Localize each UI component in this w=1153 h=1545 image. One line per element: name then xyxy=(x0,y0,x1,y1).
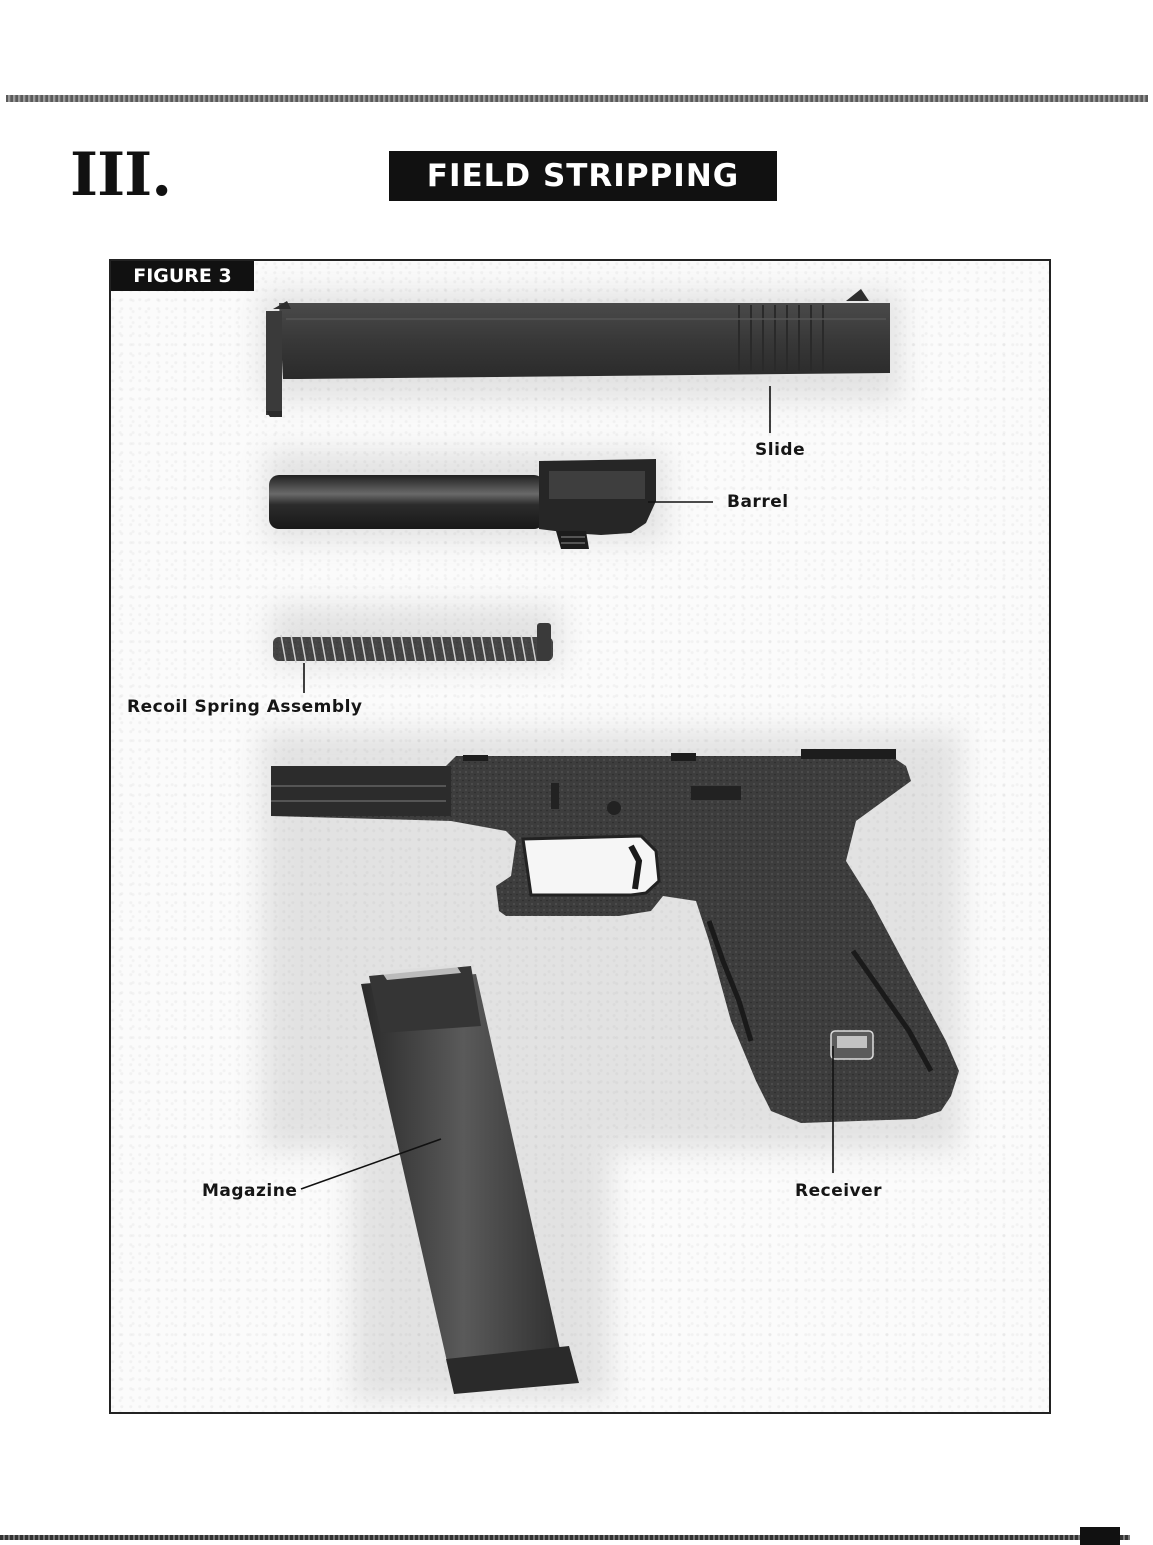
parts-photo xyxy=(111,261,1049,1412)
section-title-text: FIELD STRIPPING xyxy=(426,158,740,194)
figure-tag-text: FIGURE 3 xyxy=(133,265,232,287)
callout-slide: Slide xyxy=(755,440,806,460)
callout-receiver: Receiver xyxy=(795,1181,883,1201)
figure-frame xyxy=(109,259,1051,1414)
callout-barrel: Barrel xyxy=(727,492,789,512)
section-title xyxy=(389,151,777,201)
top-rule xyxy=(6,95,1148,102)
bottom-rule xyxy=(0,1535,1130,1540)
callout-magazine: Magazine xyxy=(202,1181,298,1201)
section-numeral: III. xyxy=(70,140,172,210)
figure-tag xyxy=(111,261,254,291)
callout-recoil-spring-assembly: Recoil Spring Assembly xyxy=(127,697,363,717)
page-marker xyxy=(1080,1527,1120,1545)
